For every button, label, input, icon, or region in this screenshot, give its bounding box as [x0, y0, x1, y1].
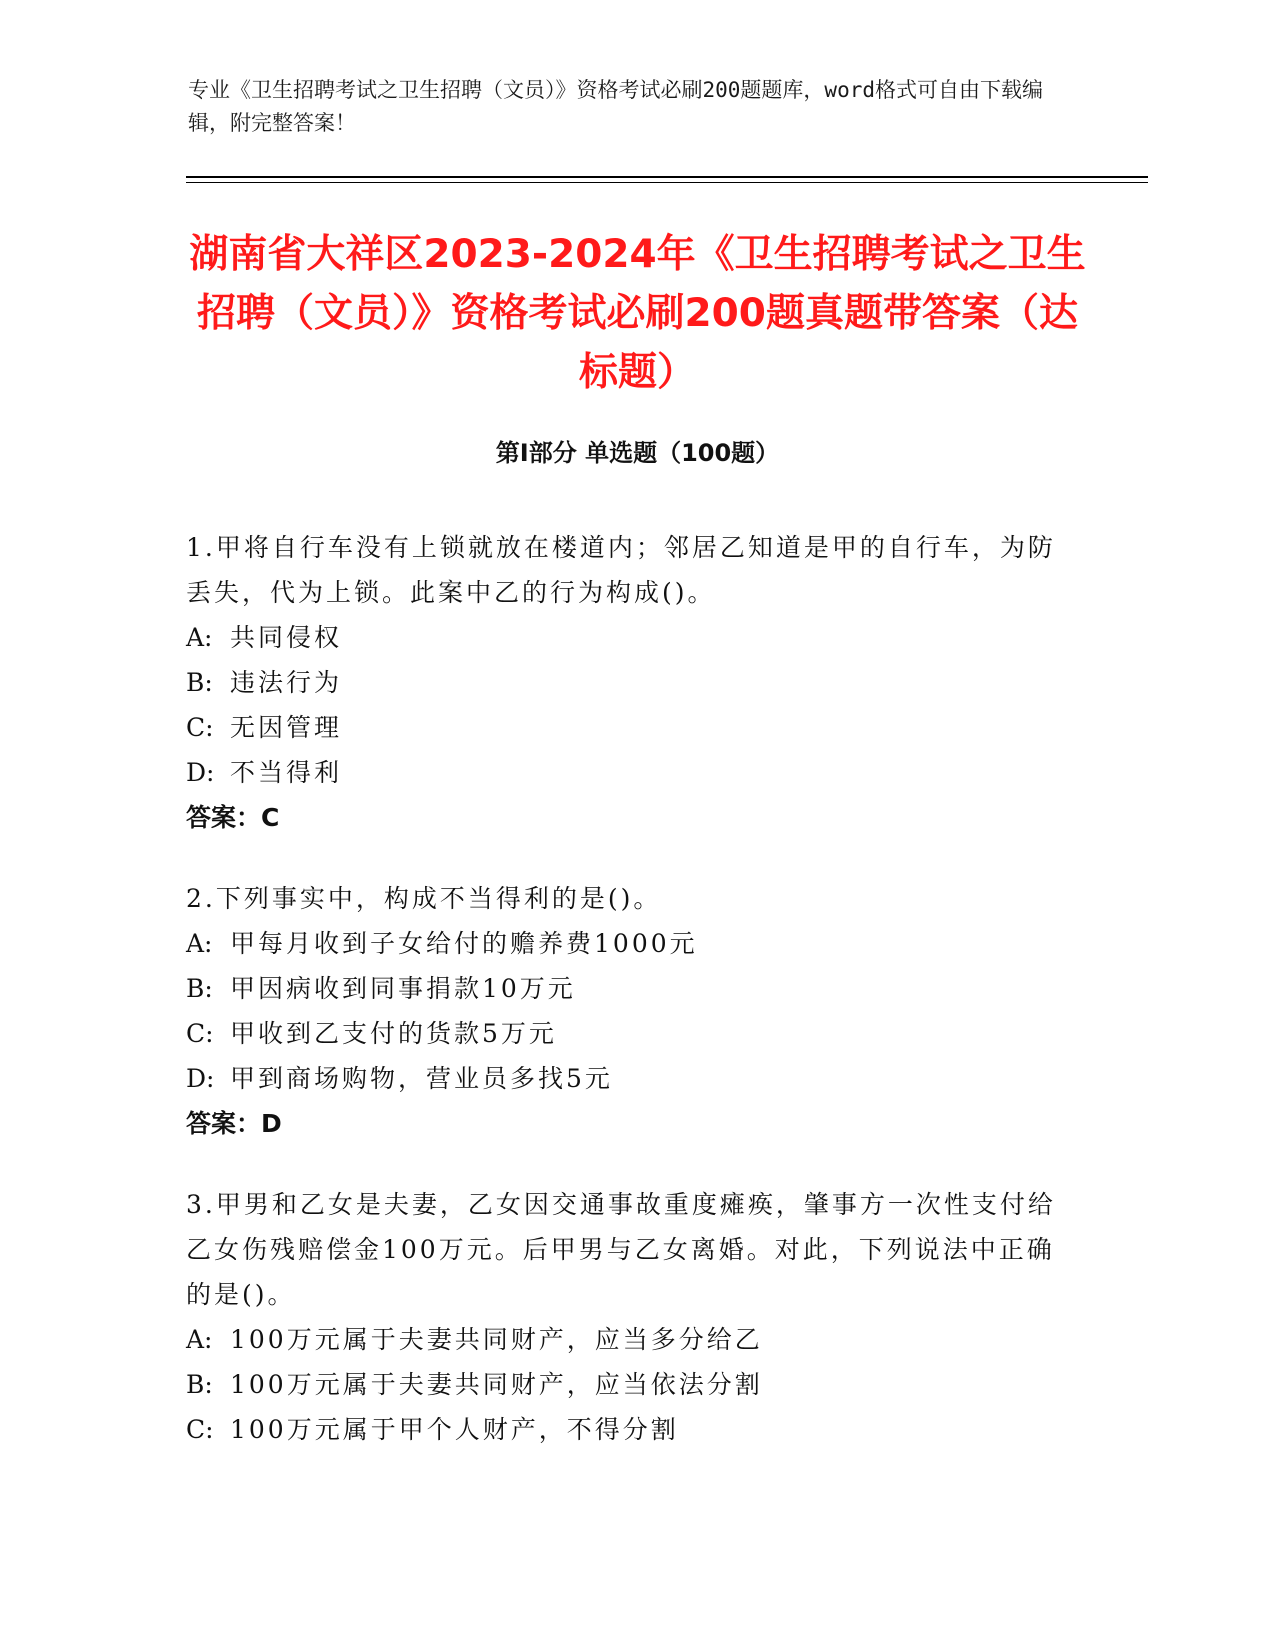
option-letter: C:	[186, 1415, 214, 1444]
answer-value: D	[261, 1109, 282, 1138]
option-text: 无因管理	[230, 713, 343, 742]
question-2	[186, 876, 1066, 1146]
header-note: 专业《卫生招聘考试之卫生招聘（文员）》资格考试必刷200题题库，word格式可自由下载编辑，附完整答案！	[188, 78, 1043, 135]
option-c	[186, 705, 1066, 750]
option-text: 100万元属于夫妻共同财产，应当多分给乙	[230, 1325, 763, 1354]
option-letter: D:	[186, 1064, 215, 1093]
option-text: 不当得利	[230, 758, 343, 787]
option-c	[186, 1407, 1066, 1452]
option-a	[186, 615, 1066, 660]
option-letter: A:	[186, 623, 213, 652]
option-text: 甲到商场购物，营业员多找5元	[230, 1064, 613, 1093]
question-list	[186, 525, 1066, 1488]
option-c	[186, 1011, 1066, 1056]
option-text: 甲因病收到同事捐款10万元	[230, 974, 576, 1003]
answer-label: 答案：	[186, 803, 262, 832]
header-rule-thin	[186, 182, 1148, 183]
answer-label: 答案：	[186, 1109, 262, 1138]
option-b	[186, 660, 1066, 705]
option-letter: A:	[186, 1325, 213, 1354]
option-letter: B:	[186, 668, 213, 697]
option-letter: B:	[186, 974, 213, 1003]
question-stem: 3.甲男和乙女是夫妻，乙女因交通事故重度瘫痪，肇事方一次性支付给乙女伤残赔偿金100万元。后甲男与乙女离婚。对此，下列说法中正确的是()。	[186, 1190, 1056, 1309]
option-letter: C:	[186, 713, 214, 742]
option-text: 100万元属于甲个人财产，不得分割	[230, 1415, 679, 1444]
answer-line	[186, 795, 1066, 840]
option-letter: A:	[186, 929, 213, 958]
answer-value: C	[261, 803, 280, 832]
document-title: 湖南省大祥区2023-2024年《卫生招聘考试之卫生招聘（文员）》资格考试必刷200题真题带答案（达标题）	[189, 232, 1086, 395]
option-text: 共同侵权	[230, 623, 343, 652]
option-text: 违法行为	[230, 668, 343, 697]
header-rule-thick	[186, 176, 1148, 178]
option-text: 100万元属于夫妻共同财产，应当依法分割	[230, 1370, 763, 1399]
option-d	[186, 1056, 1066, 1101]
option-b	[186, 966, 1066, 1011]
question-1	[186, 525, 1066, 840]
option-d	[186, 750, 1066, 795]
option-letter: C:	[186, 1019, 214, 1048]
question-stem: 2.下列事实中，构成不当得利的是()。	[186, 884, 662, 913]
option-letter: B:	[186, 1370, 213, 1399]
question-3	[186, 1182, 1066, 1452]
question-stem: 1.甲将自行车没有上锁就放在楼道内；邻居乙知道是甲的自行车，为防丢失，代为上锁。此案中乙的行为构成()。	[186, 533, 1056, 607]
section-title: 第Ⅰ部分 单选题（100题）	[495, 439, 780, 467]
option-a	[186, 921, 1066, 966]
option-letter: D:	[186, 758, 215, 787]
option-text: 甲每月收到子女给付的赡养费1000元	[230, 929, 698, 958]
option-a	[186, 1317, 1066, 1362]
answer-line	[186, 1101, 1066, 1146]
option-b	[186, 1362, 1066, 1407]
option-text: 甲收到乙支付的货款5万元	[230, 1019, 557, 1048]
